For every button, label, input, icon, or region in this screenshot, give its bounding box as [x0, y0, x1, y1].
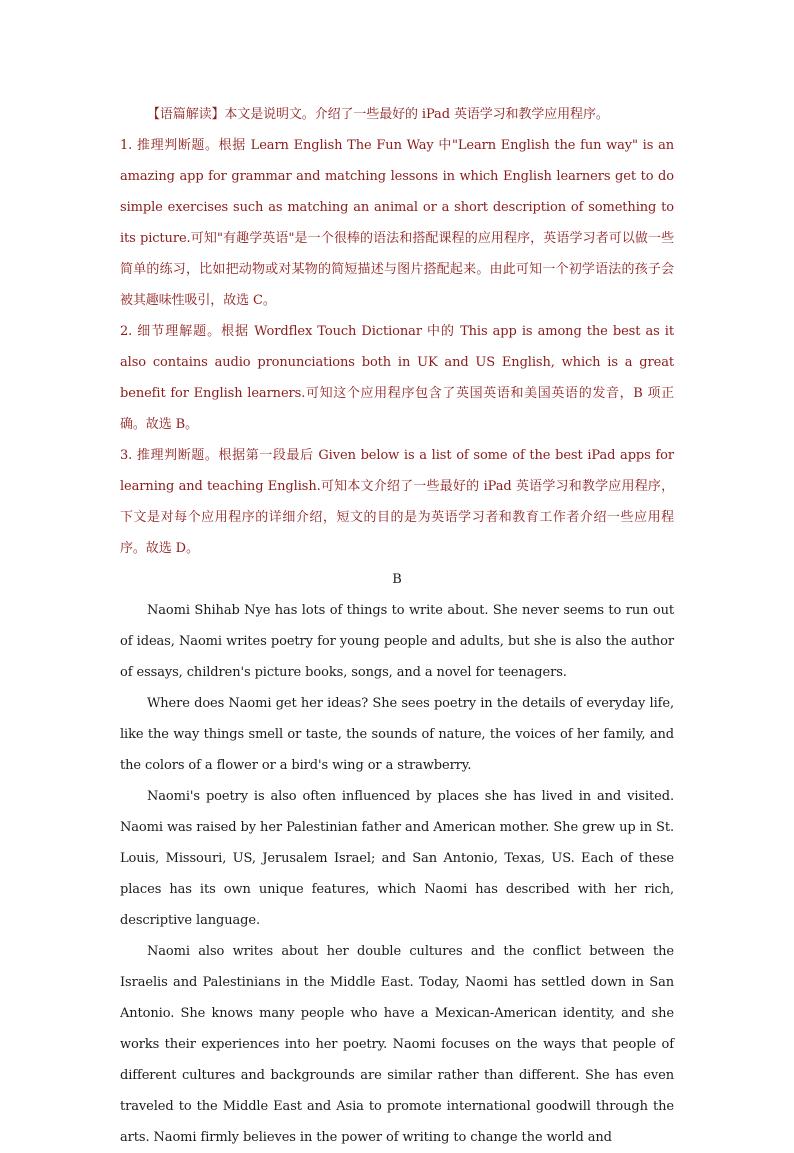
explanation-intro: 【语篇解读】本文是说明文。介绍了一些最好的 iPad 英语学习和教学应用程序。 [147, 107, 609, 122]
explanation-item-1: 1. 推理判断题。根据 Learn English The Fun Way 中"Learn English the fun way" is an amazing app for grammar and matching lessons in which English learners get to do simple exercises such as matching an animal or a short description of something to its picture.可知"有趣学英语"是一个很棒的语法和搭配课程的应用程序，英语学习者可以做一些简单的练习，比如把动物或对某物的简短描述与图片搭配起来。由此可知一个初学语法的孩子会被其趣味性吸引，故选 C。 [120, 138, 674, 308]
passage-paragraph-3: Naomi's poetry is also often influenced by places she has lived in and visited. Naomi was raised by her Palestinian father and American mother. She grew up in St. Louis, Missouri, US, Jerusalem Israel; and San Antonio, Texas, US. Each of these places has its own unique features, which Naomi has described with her rich, descriptive language. [120, 789, 674, 928]
passage-paragraph-2: Where does Naomi get her ideas? She sees poetry in the details of everyday life, like the way things smell or taste, the sounds of nature, the voices of her family, and the colors of a flower or a bird's wing or a strawberry. [120, 696, 674, 773]
explanation-item-3: 3. 推理判断题。根据第一段最后 Given below is a list of some of the best iPad apps for learning and teaching English.可知本文介绍了一些最好的 iPad 英语学习和教学应用程序，下文是对每个应用程序的详细介绍，短文的目的是为英语学习者和教育工作者介绍一些应用程序。故选 D。 [120, 448, 674, 556]
explanation-item-2: 2. 细节理解题。根据 Wordflex Touch Dictionar 中的 This app is among the best as it also contains audio pronunciations both in UK and US English, which is a great benefit for English learners.可知这个应用程序包含了英国英语和美国英语的发音，B 项正确。故选 B。 [120, 324, 674, 432]
passage-paragraph-1: Naomi Shihab Nye has lots of things to write about. She never seems to run out of ideas, Naomi writes poetry for young people and adults, but she is also the author of essays, children's picture books, songs, and a novel for teenagers. [120, 603, 674, 680]
page-content [120, 99, 674, 1153]
passage-label: B [392, 572, 402, 587]
passage-paragraph-4: Naomi also writes about her double cultures and the conflict between the Israelis and Palestinians in the Middle East. Today, Naomi has settled down in San Antonio. She knows many people who have a Mexican-American identity, and she works their experiences into her poetry. Naomi focuses on the ways that people of different cultures and backgrounds are similar rather than different. She has even traveled to the Middle East and Asia to promote international goodwill through the arts. Naomi firmly believes in the power of writing to change the world and [120, 944, 674, 1145]
